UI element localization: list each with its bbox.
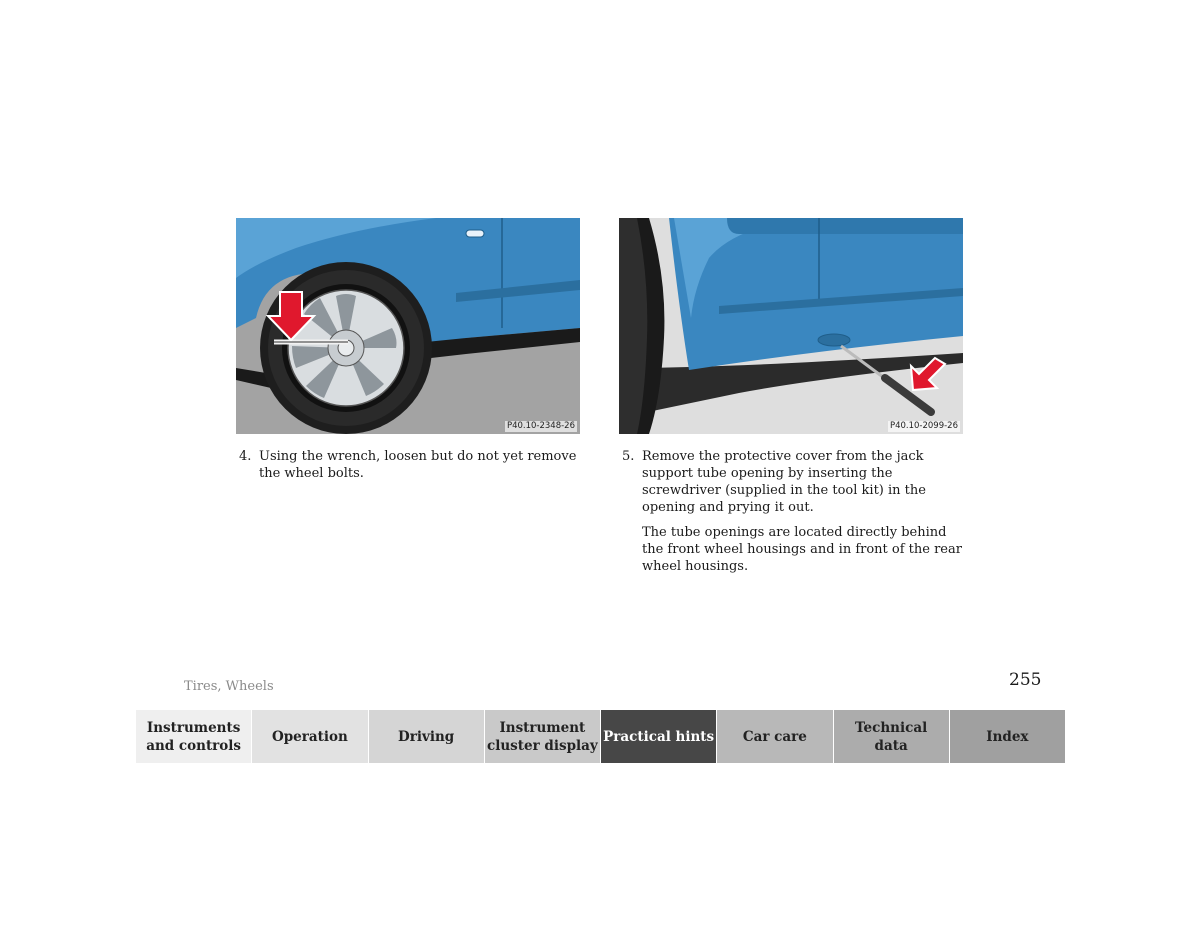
jack-cover-drawing [619,218,963,434]
tab-index[interactable]: Index [950,710,1065,763]
section-title: Tires, Wheels [184,679,274,694]
tab-instruments-and-controls[interactable]: Instruments and controls [136,710,252,763]
wheel-wrench-illustration [236,218,580,434]
step-number: 5. [622,449,635,464]
jack-cover-illustration [619,218,963,434]
step-text: Remove the protective cover from the jack support tube opening by inserting the screwdriver (supplied in the tool kit) in the opening and prying it out. [642,449,926,515]
tab-practical-hints[interactable]: Practical hints [601,710,717,763]
tab-operation[interactable]: Operation [252,710,368,763]
step-body [259,448,584,482]
step-number: 4. [239,449,252,464]
step-note: The tube openings are located directly behind the front wheel housings and in front of the rear wheel housings. [642,525,962,574]
step-5 [622,448,967,583]
figure-code: P40.10-2099-26 [889,421,958,431]
tab-driving[interactable]: Driving [369,710,485,763]
step-4 [239,448,584,490]
step-text: Using the wrench, loosen but do not yet remove the wheel bolts. [259,449,577,481]
tab-car-care[interactable]: Car care [717,710,833,763]
wheel-wrench-drawing [236,218,580,434]
tab-instrument-cluster-display[interactable]: Instrument cluster display [485,710,601,763]
page-number: 255 [1009,670,1042,690]
chapter-nav-bar [136,710,1065,763]
figure-code: P40.10-2348-26 [506,421,575,431]
tab-technical-data[interactable]: Technical data [834,710,950,763]
step-body [642,448,967,575]
